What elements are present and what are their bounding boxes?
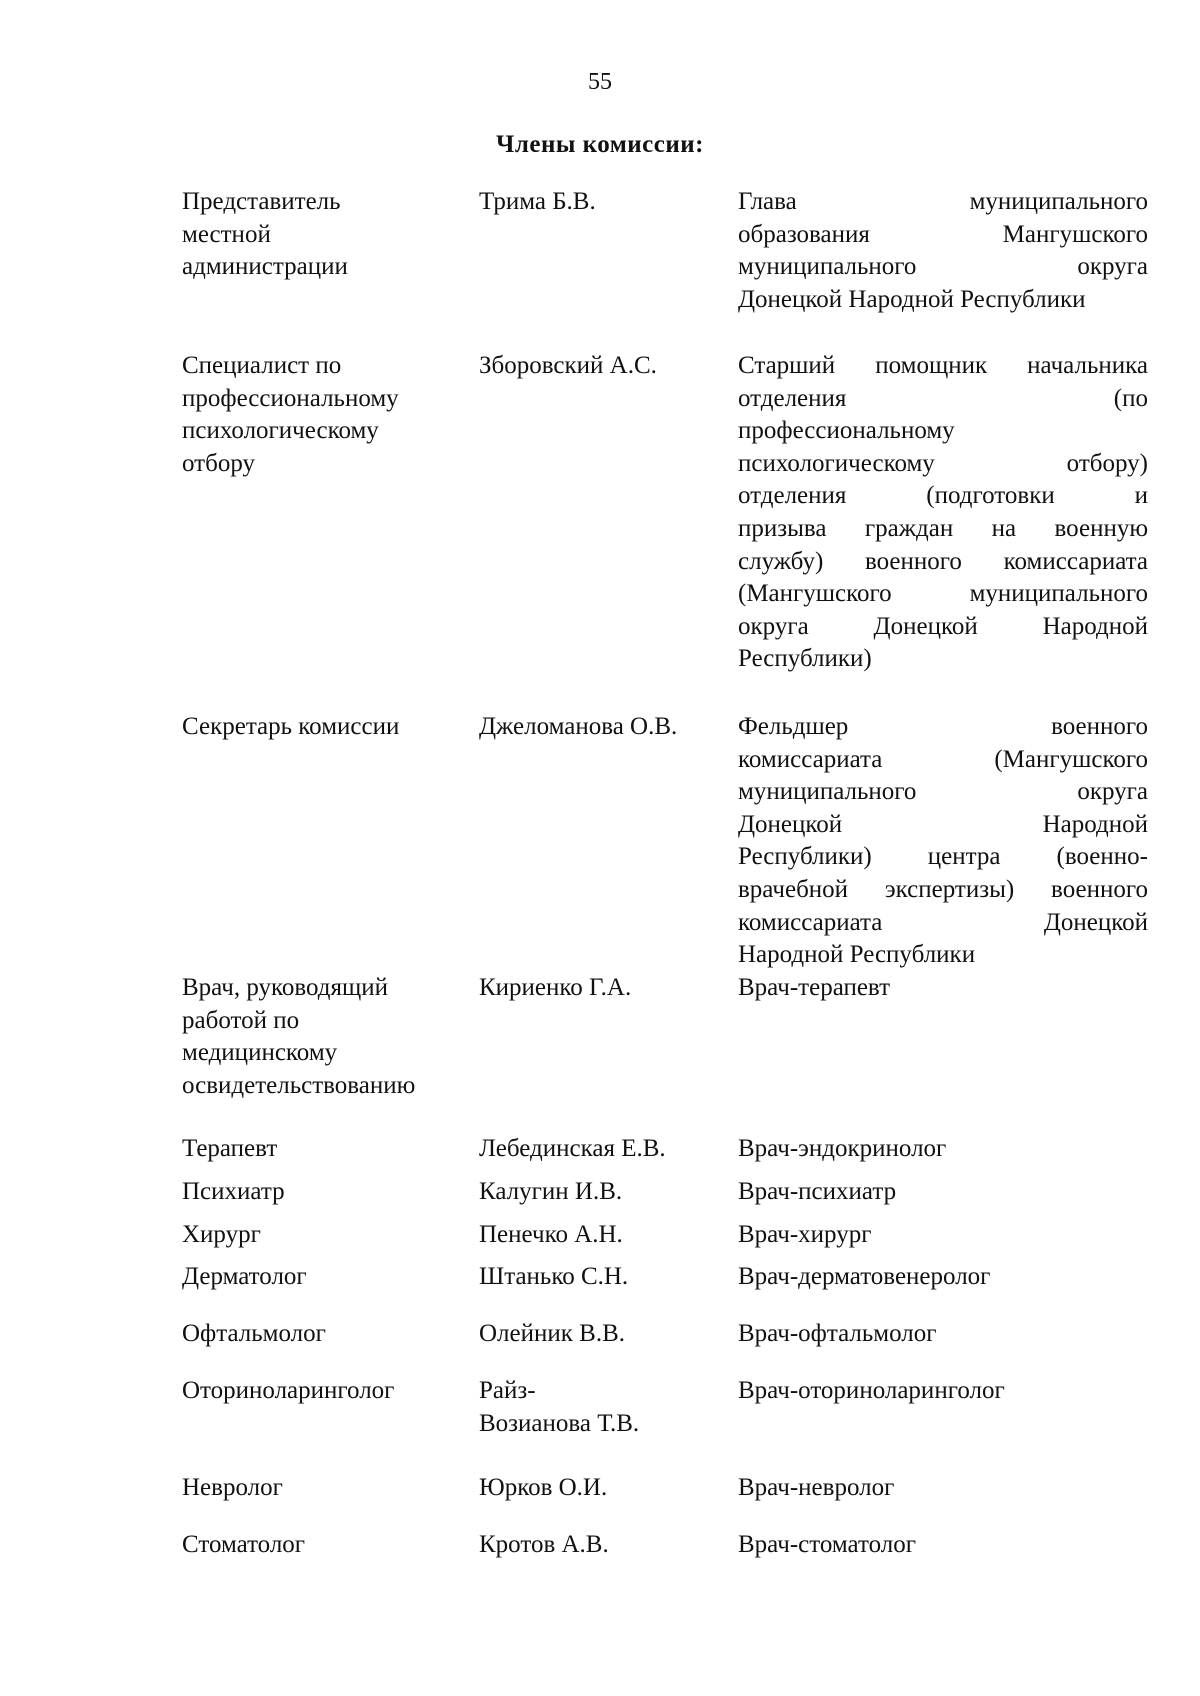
member-role-line: Секретарь комиссии [182,713,400,740]
member-position-line: Врач-психиатр [738,1178,897,1205]
member-role-line: Офтальмолог [182,1320,326,1347]
member-position [738,1133,1148,1166]
member-role [182,1529,462,1562]
member-role [182,1176,462,1209]
member-position-line: Врач-терапевт [738,974,891,1001]
member-role-line: администрации [182,253,348,281]
member-role-line: Психиатр [182,1178,285,1205]
member-position [738,186,1148,316]
member-role-line: отбору [182,449,255,477]
member-position-line: Донецкой Народной [738,810,1148,838]
member-position-line: призыва граждан на военную [738,514,1148,542]
member-position-line: муниципального округа [738,778,1148,806]
member-role-line: местной [182,220,271,248]
member-position-line: Старший помощник начальника [738,352,1148,379]
member-role-line: Стоматолог [182,1531,306,1558]
member-position-line: Врач-дерматовенеролог [738,1263,991,1290]
member-role-line: Невролог [182,1474,283,1501]
member-position-line: Донецкой Народной Республики [738,285,1086,313]
member-name-line: Райз- [479,1377,536,1404]
member-name [479,350,729,383]
member-name-line: Зборовский А.С. [479,352,657,379]
member-position-line: Республики) [738,645,872,673]
member-role-line: работой по [182,1006,300,1034]
member-name [479,1219,729,1252]
member-position-line: Фельдшер военного [738,713,1148,740]
member-role [182,350,462,480]
member-position-line: (Мангушского муниципального [738,580,1148,608]
member-position [738,1219,1148,1252]
member-position [738,1472,1148,1505]
page-number: 55 [588,69,612,95]
member-name-line: Калугин И.В. [479,1178,623,1205]
member-position-line: комиссариата Донецкой [738,908,1148,936]
member-name [479,1261,729,1294]
member-role [182,972,462,1102]
member-position-line: службу) военного комиссариата [738,547,1148,575]
member-role [182,1133,462,1166]
member-role-line: психологическому [182,417,379,445]
member-position-line: отделения (подготовки и [738,482,1148,510]
member-name-line: Олейник В.В. [479,1320,626,1347]
member-position-line: Врач-хирург [738,1221,872,1248]
member-position-line: муниципального округа [738,253,1148,281]
member-name-line: Юрков О.И. [479,1474,608,1501]
member-position-line: Республики) центра (военно- [738,843,1148,871]
member-position-line: Народной Республики [738,941,976,969]
section-heading: Члены комиссии: [495,131,704,158]
member-role-line: Оториноларинголог [182,1377,395,1404]
member-role [182,711,462,744]
member-role [182,1261,462,1294]
member-position-line: комиссариата (Мангушского [738,745,1148,773]
member-role-line: Специалист по [182,352,342,379]
member-position [738,1375,1148,1408]
member-name [479,1529,729,1562]
member-role-line: Врач, руководящий [182,974,389,1001]
member-role-line: освидетельствованию [182,1071,416,1099]
member-position-line: Врач-офтальмолог [738,1320,937,1347]
member-name [479,1375,729,1440]
member-name [479,1133,729,1166]
member-name-line: Пенечко А.Н. [479,1221,623,1248]
member-position-line: отделения (по [738,384,1148,412]
member-role [182,1318,462,1351]
member-role [182,1219,462,1252]
member-role-line: Терапевт [182,1135,278,1162]
member-position [738,711,1148,972]
member-position [738,1318,1148,1351]
member-role [182,1472,462,1505]
member-name-line: Джеломанова О.В. [479,713,678,740]
member-role [182,186,462,284]
member-name [479,711,729,744]
member-position-line: психологическому отбору) [738,449,1148,477]
member-position-line: округа Донецкой Народной [738,612,1148,640]
member-name-line: Кириенко Г.А. [479,974,632,1001]
member-name-line: Трима Б.В. [479,188,596,215]
member-role [182,1375,462,1408]
member-position-line: профессиональному [738,417,955,445]
member-position-line: Врач-эндокринолог [738,1135,947,1162]
member-name-line: Штанько С.Н. [479,1263,629,1290]
member-position-line: образования Мангушского [738,220,1148,248]
member-position [738,972,1148,1005]
member-name-line: Возианова Т.В. [479,1409,640,1437]
member-position-line: Врач-оториноларинголог [738,1377,1005,1404]
member-role-line: Хирург [182,1221,261,1248]
member-name-line: Кротов А.В. [479,1531,609,1558]
member-name [479,1318,729,1351]
member-position [738,1176,1148,1209]
member-name [479,186,729,219]
member-position [738,350,1148,676]
member-role-line: Дерматолог [182,1263,307,1290]
member-position [738,1261,1148,1294]
member-position-line: Глава муниципального [738,188,1148,215]
member-position-line: врачебной экспертизы) военного [738,875,1148,903]
member-name [479,972,729,1005]
member-role-line: медицинскому [182,1039,338,1067]
member-position-line: Врач-невролог [738,1474,895,1501]
member-role-line: Представитель [182,188,341,215]
member-name [479,1472,729,1505]
member-role-line: профессиональному [182,384,399,412]
member-position [738,1529,1148,1562]
member-position-line: Врач-стоматолог [738,1531,916,1558]
member-name-line: Лебединская Е.В. [479,1135,666,1162]
member-name [479,1176,729,1209]
